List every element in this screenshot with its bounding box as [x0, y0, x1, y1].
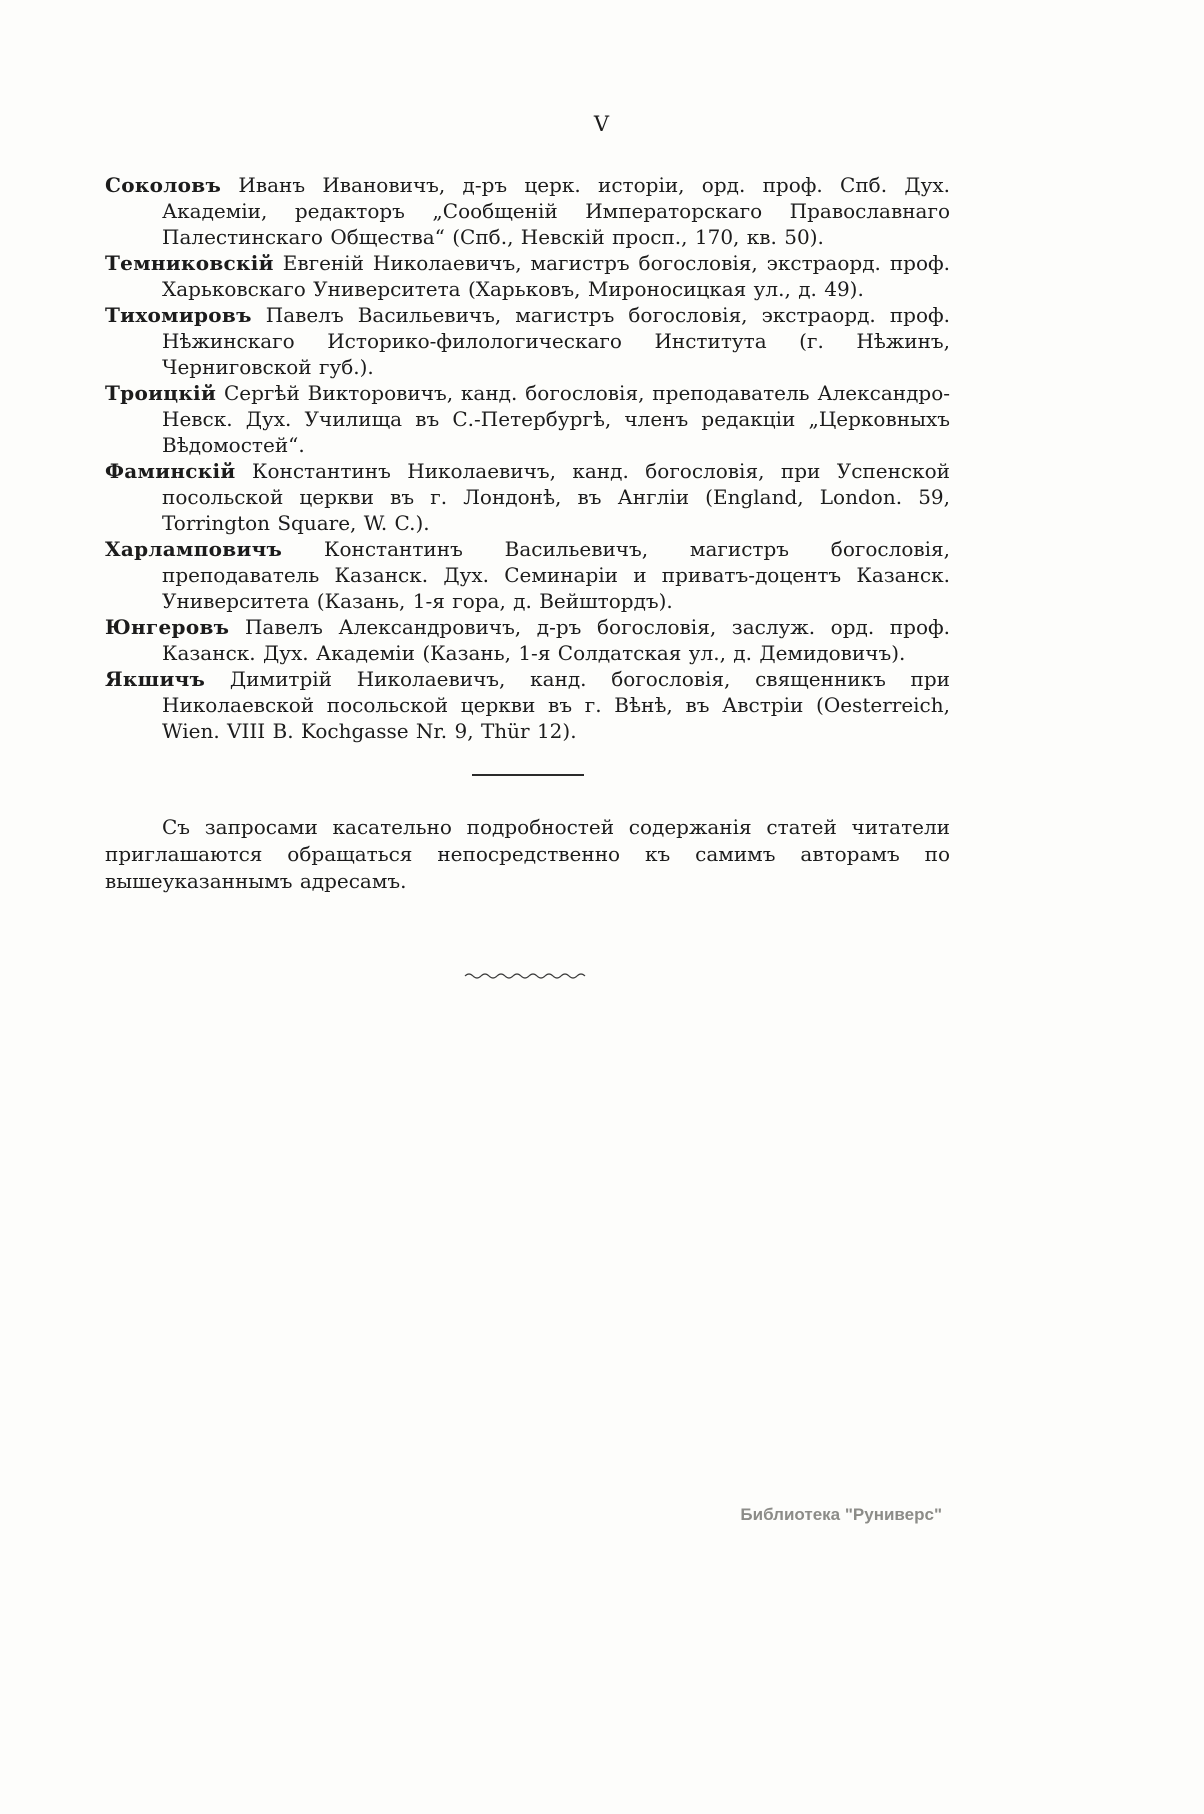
author-surname: Юнгеровъ — [105, 615, 230, 639]
page-number: V — [593, 112, 611, 136]
author-surname: Темниковскій — [105, 251, 274, 275]
wavy-line-icon — [463, 970, 593, 982]
author-surname: Троицкій — [105, 381, 217, 405]
author-surname: Соколовъ — [105, 173, 222, 197]
author-details: Константинъ Николаевичъ, канд. богословія, при Успенской посольской церкви въ г. Лондонѣ, въ Англіи (England, London. 59, Torrington Square, W. C.). — [162, 459, 950, 535]
library-watermark: Библиотека "Руниверс" — [740, 1505, 942, 1524]
author-surname: Тихомировъ — [105, 303, 252, 327]
author-details: Сергѣй Викторовичъ, канд. богословія, преподаватель Александро-Невск. Дух. Училища въ С.-Петербургѣ, членъ редакціи „Церковныхъ Вѣдомостей“. — [162, 381, 951, 457]
author-details: Евгеній Николаевичъ, магистръ богословія, экстраорд. проф. Харьковскаго Университета (Харьковъ, Мироносицкая ул., д. 49). — [162, 251, 950, 301]
author-details: Константинъ Васильевичъ, магистръ богословія, преподаватель Казанск. Дух. Семинаріи и приватъ-доцентъ Казанск. Университета (Казань, 1-я гора, д. Вейштордъ). — [162, 537, 950, 613]
page-content — [105, 172, 950, 986]
closing-note: Съ запросами касательно подробностей содержанія статей читатели приглашаются обращаться непосредственно къ самимъ авторамъ по вышеуказаннымъ адресамъ. — [105, 815, 950, 893]
author-entry — [105, 380, 950, 458]
author-entry — [105, 666, 950, 744]
author-entry — [105, 250, 950, 302]
author-entry — [105, 536, 950, 614]
author-surname: Якшичъ — [105, 667, 206, 691]
author-details: Иванъ Ивановичъ, д-ръ церк. исторіи, орд. проф. Спб. Дух. Академіи, редакторъ „Сообщеній Императорскаго Православнаго Палестинскаго Общества“ (Спб., Невскій просп., 170, кв. 50). — [162, 173, 951, 249]
squiggle-divider — [105, 967, 950, 986]
author-entry — [105, 172, 950, 250]
author-entry — [105, 302, 950, 380]
author-surname: Фаминскій — [105, 459, 236, 483]
author-details: Димитрій Николаевичъ, канд. богословія, священникъ при Николаевской посольской церкви въ г. Вѣнѣ, въ Австріи (Oesterreich, Wien. VIII B. Kochgasse Nr. 9, Thür 12). — [162, 667, 950, 743]
author-details: Павелъ Александровичъ, д-ръ богословія, заслуж. орд. проф. Казанск. Дух. Академіи (Казань, 1-я Солдатская ул., д. Демидовичъ). — [162, 615, 950, 665]
author-details: Павелъ Васильевичъ, магистръ богословія, экстраорд. проф. Нѣжинскаго Историко-филологическаго Института (г. Нѣжинъ, Черниговской губ.). — [162, 303, 951, 379]
author-surname: Харламповичъ — [105, 537, 283, 561]
author-entry — [105, 614, 950, 666]
author-entry — [105, 458, 950, 536]
section-divider-rule — [472, 774, 584, 776]
